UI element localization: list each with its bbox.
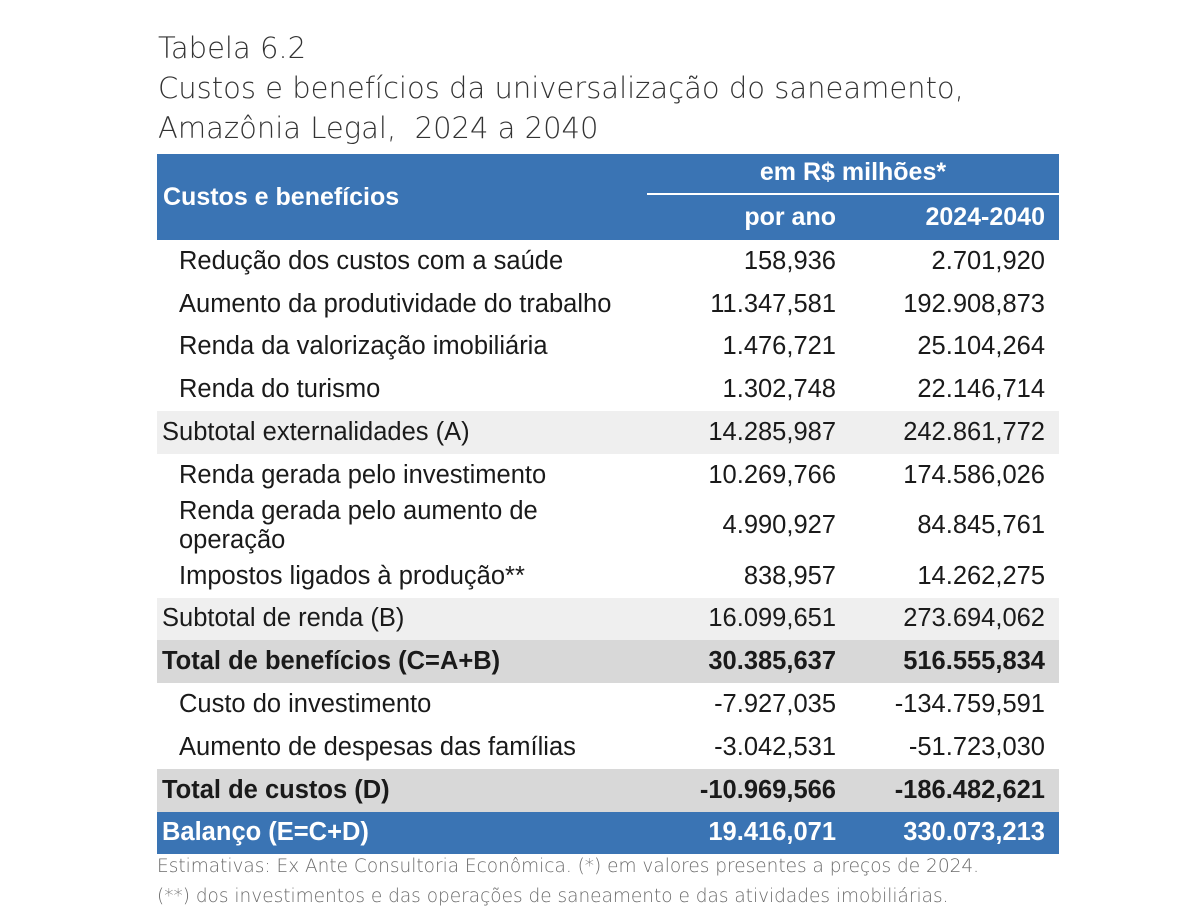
row-period: 25.104,264 — [917, 332, 1045, 361]
row-label: Aumento de despesas das famílias — [179, 732, 576, 761]
row-label: Balanço (E=C+D) — [157, 812, 647, 855]
row-period: 273.694,062 — [850, 598, 1059, 641]
header-per-year: por ano — [647, 194, 850, 240]
row-period: 516.555,834 — [850, 640, 1059, 683]
header-unit-group: em R$ milhões* — [647, 154, 1059, 194]
table-caption-line-2: Amazônia Legal, 2024 a 2040 — [158, 111, 599, 145]
row-period: 84.845,761 — [917, 511, 1045, 540]
footnote: (**) dos investimentos e das operações de saneamento e das atividades imobiliárias. — [157, 886, 949, 907]
table-row — [157, 683, 1059, 726]
row-label: Subtotal externalidades (A) — [157, 411, 647, 454]
row-label: Custo do investimento — [179, 690, 432, 719]
row-label: Renda gerada pelo investimento — [179, 460, 547, 489]
table-row — [157, 555, 1059, 598]
row-label: Subtotal de renda (B) — [157, 598, 647, 641]
row-period: 330.073,213 — [850, 812, 1059, 855]
row-label: Renda gerada pelo aumento de operação — [179, 496, 538, 554]
row-period: 14.262,275 — [917, 561, 1045, 590]
table-row — [157, 454, 1059, 497]
table-header — [157, 154, 1059, 240]
row-per-year: 158,936 — [743, 246, 836, 275]
table-row — [157, 283, 1059, 326]
subtotal-row — [157, 411, 1059, 454]
table-row — [157, 240, 1059, 283]
cost-benefit-table — [157, 154, 1059, 854]
row-label: Renda da valorização imobiliária — [179, 332, 548, 361]
row-label: Total de benefícios (C=A+B) — [157, 640, 647, 683]
header-label: Custos e benefícios — [157, 154, 647, 240]
balance-row — [157, 812, 1059, 855]
row-per-year: 16.099,651 — [647, 598, 850, 641]
table-number: Tabela 6.2 — [158, 31, 307, 65]
row-per-year: 838,957 — [743, 561, 836, 590]
subtotal-row — [157, 598, 1059, 641]
row-per-year: 19.416,071 — [647, 812, 850, 855]
row-per-year: 30.385,637 — [647, 640, 850, 683]
row-per-year: -10.969,566 — [647, 769, 850, 812]
row-label: Renda do turismo — [179, 375, 381, 404]
row-period: -186.482,621 — [850, 769, 1059, 812]
row-per-year: -7.927,035 — [714, 690, 836, 719]
row-per-year: 10.269,766 — [708, 460, 836, 489]
source-note: Estimativas: Ex Ante Consultoria Econômica. (*) em valores presentes a preços de 2024. — [157, 856, 980, 877]
row-label: Total de custos (D) — [157, 769, 647, 812]
table-row — [157, 368, 1059, 411]
row-per-year: 4.990,927 — [722, 511, 836, 540]
row-period: 192.908,873 — [903, 289, 1045, 318]
table-caption-line-1: Custos e benefícios da universalização do saneamento, — [158, 71, 964, 105]
table-title — [158, 28, 1058, 148]
row-per-year: 14.285,987 — [647, 411, 850, 454]
row-period: 242.861,772 — [850, 411, 1059, 454]
row-label: Impostos ligados à produção** — [179, 561, 525, 590]
row-period: -134.759,591 — [894, 690, 1045, 719]
row-per-year: 1.476,721 — [722, 332, 836, 361]
row-period: 22.146,714 — [917, 375, 1045, 404]
table-body — [157, 240, 1059, 854]
table-notes — [157, 852, 1057, 912]
row-per-year: 1.302,748 — [722, 375, 836, 404]
row-period: 2.701,920 — [931, 246, 1045, 275]
header-period: 2024-2040 — [850, 194, 1059, 240]
row-label: Redução dos custos com a saúde — [179, 246, 564, 275]
total-row — [157, 640, 1059, 683]
row-period: 174.586,026 — [903, 460, 1045, 489]
row-label: Aumento da produtividade do trabalho — [179, 289, 612, 318]
row-period: -51.723,030 — [908, 732, 1045, 761]
row-per-year: -3.042,531 — [714, 732, 836, 761]
table-row — [157, 726, 1059, 769]
row-per-year: 11.347,581 — [710, 289, 836, 318]
total-row — [157, 769, 1059, 812]
table-row — [157, 326, 1059, 369]
table-row — [157, 497, 1059, 555]
